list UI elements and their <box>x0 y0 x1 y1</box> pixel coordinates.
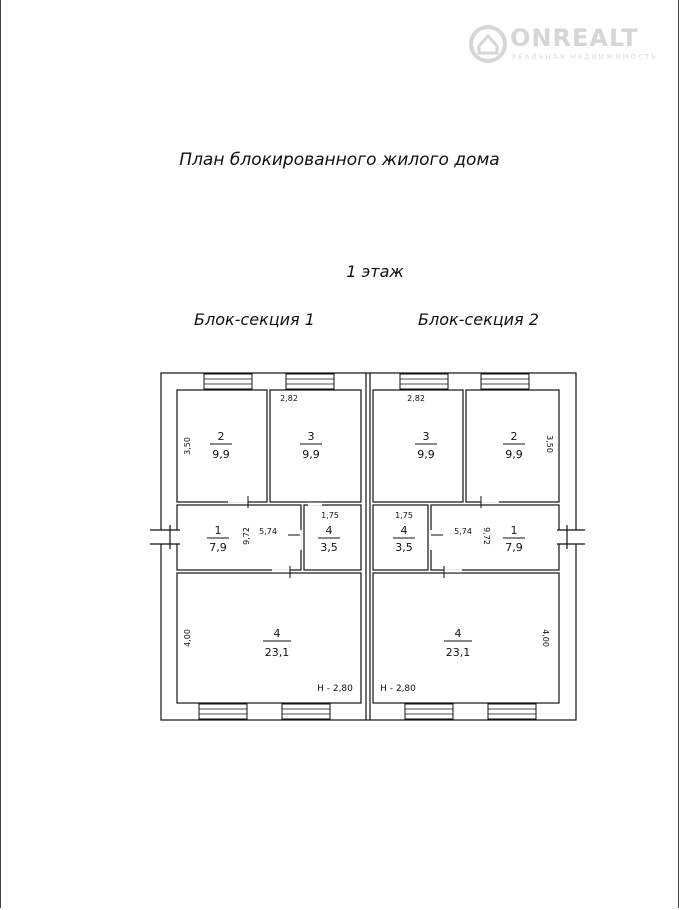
room-dimension: 3,50 <box>545 435 554 453</box>
room-dimension: 9,72 <box>482 527 491 545</box>
room-dimension: 4,00 <box>183 629 192 647</box>
room-area: 23,1 <box>445 646 471 659</box>
room-number: 1 <box>214 524 222 537</box>
room-area: 7,9 <box>505 541 523 554</box>
section-label-2: Блок-секция 2 <box>418 310 539 329</box>
room-number: 4 <box>273 627 281 640</box>
room-dimension: 2,82 <box>280 394 298 403</box>
room-number: 1 <box>510 524 518 537</box>
room-dimension: 4,00 <box>541 629 550 647</box>
room-dimension: 9,72 <box>242 527 251 545</box>
room-outline <box>177 505 301 570</box>
room-area: 9,9 <box>212 448 230 461</box>
window <box>286 374 334 389</box>
room-number: 4 <box>400 524 408 537</box>
room-dimension: 2,82 <box>407 394 425 403</box>
window <box>204 374 252 389</box>
room-number: 2 <box>510 430 518 443</box>
room-dimension: 5,74 <box>259 527 277 536</box>
room-outline <box>373 390 463 502</box>
entrance-door <box>158 530 180 544</box>
window <box>400 374 448 389</box>
room-number: 3 <box>307 430 315 443</box>
section-label-1: Блок-секция 1 <box>194 310 315 329</box>
room-area: 3,5 <box>320 541 338 554</box>
ceiling-height: H - 2,80 <box>317 684 353 694</box>
watermark-tagline: РЕАЛЬНАЯ НЕДВИЖИМОСТЬ <box>512 53 659 61</box>
room-outline <box>270 390 361 502</box>
room-area: 3,5 <box>395 541 413 554</box>
window <box>481 374 529 389</box>
room-number: 4 <box>325 524 333 537</box>
window <box>405 704 453 719</box>
ceiling-height: H - 2,80 <box>380 684 416 694</box>
window <box>199 704 247 719</box>
room-area: 9,9 <box>505 448 523 461</box>
room-area: 9,9 <box>302 448 320 461</box>
room-area: 7,9 <box>209 541 227 554</box>
room-dimension: 5,74 <box>454 527 472 536</box>
room-outline <box>431 505 559 570</box>
plan-title: План блокированного жилого дома <box>179 150 500 170</box>
room-area: 23,1 <box>264 646 290 659</box>
room-area: 9,9 <box>417 448 435 461</box>
room-number: 2 <box>217 430 225 443</box>
entrance-door <box>557 530 579 544</box>
window <box>282 704 330 719</box>
room-dimension: 1,75 <box>395 511 413 520</box>
room-number: 3 <box>422 430 430 443</box>
room-dimension: 1,75 <box>321 511 339 520</box>
window <box>488 704 536 719</box>
room-number: 4 <box>454 627 462 640</box>
room-dimension: 3,50 <box>183 437 192 455</box>
floor-label: 1 этаж <box>346 262 404 281</box>
watermark-brand: ONREALT <box>510 24 639 52</box>
